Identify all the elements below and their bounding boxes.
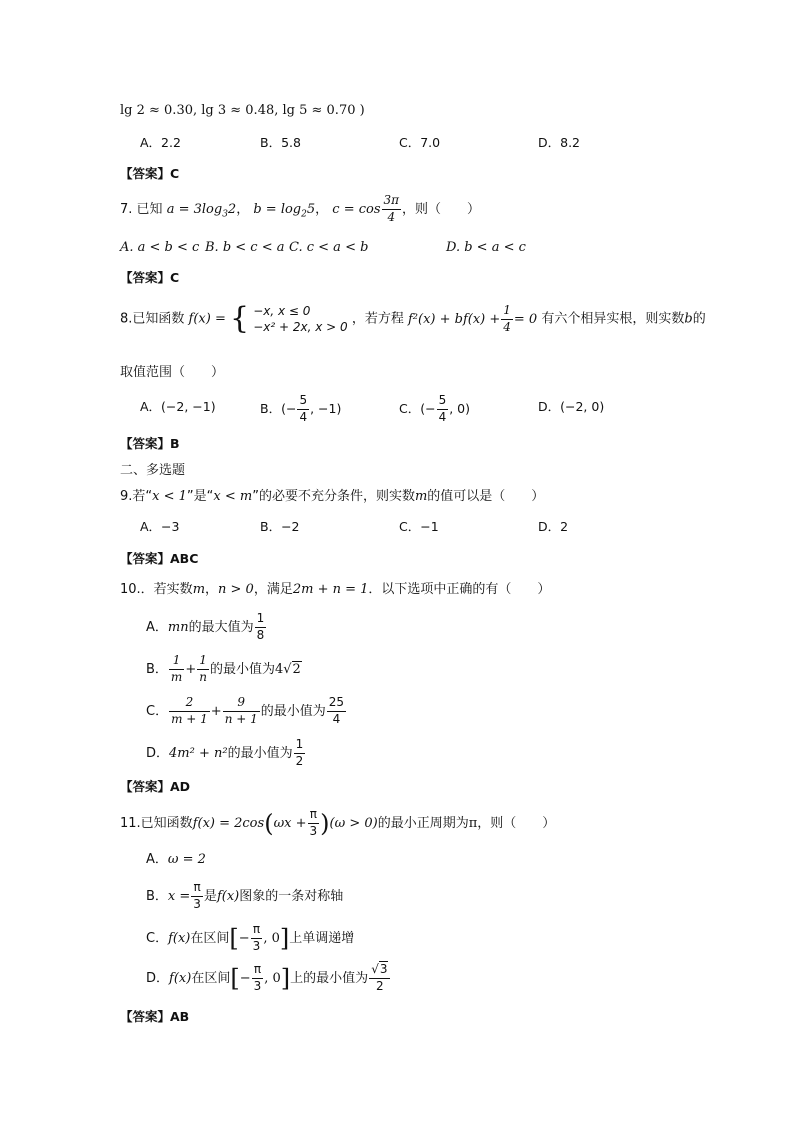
- q10-option-a: A．mn的最大值为 $\frac{1}{8}$: [146, 611, 265, 642]
- q9-option-a: A．−3: [140, 519, 180, 534]
- q8-equation: f²(x) + bf(x) + $\frac{1}{4}$ = 0: [407, 302, 538, 334]
- section-title-multi-choice: 二、多选题: [120, 463, 186, 478]
- q6-option-d: D．8.2: [538, 135, 581, 150]
- q11-stem: 11.已知函数f(x) = 2cos(ωx + $\frac{\pi}{3}$ )(ω > 0)的最小正周期为π，则（ ）: [120, 807, 556, 838]
- q8-option-c: C．(− $\frac{5}{4}$ , 0): [399, 393, 471, 424]
- q10-stem: 10.．若实数m，n > 0，满足2m + n = 1．以下选项中正确的有（ ）: [120, 582, 551, 597]
- q7-number: 7. 已知: [120, 201, 163, 217]
- q7-stem: 7. 已知 $a = 3\log_32$， $b = \log_25$， c = cos $\frac{3\pi}{4}$ ，则（ ）: [120, 193, 481, 224]
- q11-option-b: B．x = $\frac{\pi}{3}$ 是f(x)图象的一条对称轴: [146, 880, 344, 911]
- q7-c: c = cos $\frac{3\pi}{4}$: [332, 193, 400, 224]
- q6-option-c: C．7.0: [399, 135, 441, 150]
- q9-stem: 9.若“x < 1”是“x < m”的必要不充分条件，则实数m的值可以是（ ）: [120, 489, 545, 504]
- q7-option-a: A. a < b < c: [120, 240, 200, 255]
- q7-answer: 【答案】C: [120, 270, 180, 285]
- q8-option-b: B．(− $\frac{5}{4}$ , −1): [260, 393, 342, 424]
- q8-option-d: D．(−2, 0): [538, 399, 605, 414]
- q11-option-c: C．f(x)在区间[− $\frac{\pi}{3}$ , 0]上单调递增: [146, 922, 355, 953]
- q6-answer: 【答案】C: [120, 166, 180, 181]
- q10-option-d: D．4m² + n²的最小值为 $\frac{1}{2}$: [146, 737, 304, 768]
- q8-brace: {: [230, 301, 250, 336]
- q7-option-b: B. b < c < a: [205, 240, 285, 255]
- q6-option-a: A．2.2: [140, 135, 181, 150]
- q8-number: 8.已知函数: [120, 311, 185, 327]
- q8-func: f(x) =: [188, 311, 226, 327]
- q11-option-d: D．f(x)在区间[− $\frac{\pi}{3}$ , 0]上的最小值为 $\frac{√3}{2}$: [146, 963, 391, 994]
- q9-answer: 【答案】ABC: [120, 551, 199, 566]
- q8-answer: 【答案】B: [120, 436, 180, 451]
- q8-option-a: A．(−2, −1): [140, 399, 216, 414]
- q8-cases: −x, x ≤ 0 −x² + 2x, x > 0: [253, 304, 348, 334]
- q7-ask: ，则（ ）: [402, 201, 481, 217]
- q11-option-a: A．ω = 2: [146, 852, 206, 867]
- q8-stem-line2: 取值范围（ ）: [120, 365, 225, 380]
- q7-option-d: D. b < a < c: [446, 240, 526, 255]
- q9-option-c: C．−1: [399, 519, 439, 534]
- q6-option-b: B．5.8: [260, 135, 301, 150]
- q7-option-c: C. c < a < b: [289, 240, 369, 255]
- q9-option-d: D．2: [538, 519, 569, 534]
- q10-answer: 【答案】AD: [120, 779, 191, 794]
- q7-b: $b = \log_25$: [253, 201, 316, 220]
- q10-option-b: B． $\frac{1}{m}$ + $\frac{1}{n}$ 的最小值为4√2: [146, 653, 301, 684]
- q7-a: $a = 3\log_32$: [166, 201, 237, 220]
- q6-log-values: lg 2 ≈ 0.30, lg 3 ≈ 0.48, lg 5 ≈ 0.70 ): [120, 103, 365, 118]
- q11-answer: 【答案】AB: [120, 1009, 190, 1024]
- q10-option-c: C． $\frac{2}{m + 1}$ + $\frac{9}{n + 1}$ 的最小值为 $\frac{25}{4}$: [146, 695, 345, 726]
- q8-stem: 8.已知函数 f(x) = { −x, x ≤ 0 −x² + 2x, x > 0 ，若方程 f²(x) + bf(x) + $\frac{1}{4}$ = 0 有六个相异实根，则实数b的: [120, 301, 706, 336]
- q9-option-b: B．−2: [260, 519, 300, 534]
